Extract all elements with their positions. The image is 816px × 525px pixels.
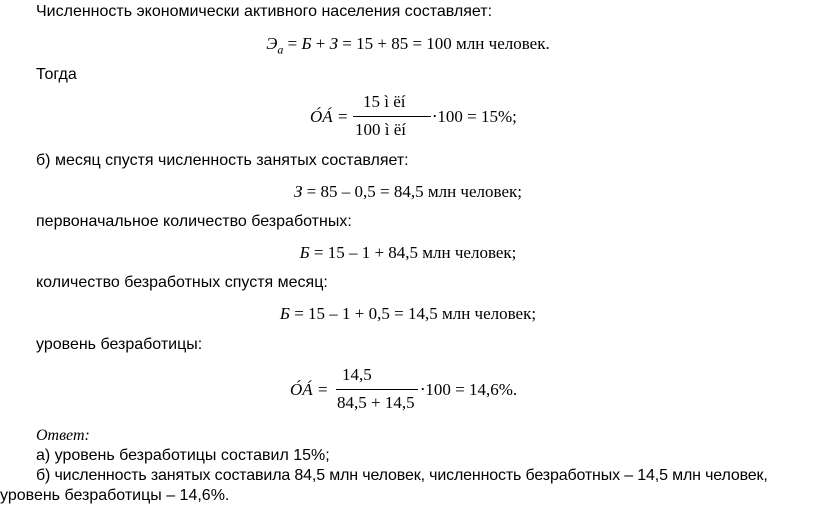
eq-plus: + — [311, 34, 330, 53]
eq-employed: З — [294, 182, 303, 201]
answer-heading: Ответ: — [36, 427, 90, 444]
formula-numerator: 14,5 — [342, 365, 372, 384]
formula-equals: = — [338, 107, 348, 126]
section-b-line: б) месяц спустя численность занятых составляет: — [36, 152, 409, 169]
eq-employed: З — [329, 34, 339, 53]
unemployment-rate-line: уровень безработицы: — [36, 336, 203, 353]
formula-numerator: 15 ì ëí — [363, 92, 406, 111]
formula-tail: ⋅100 = 14,6%. — [420, 380, 518, 399]
then-label: Тогда — [36, 66, 77, 83]
formula-denominator: 100 ì ëí — [355, 120, 406, 139]
formula-denominator: 84,5 + 14,5 — [337, 393, 415, 412]
answer-b: б) численность занятых составила 84,5 млн человек, численность безработных – 14,5 млн человек, — [36, 467, 768, 484]
eq-subscript: а — [277, 42, 284, 57]
eq-result: = 15 – 1 + 84,5 млн человек; — [309, 243, 517, 262]
fraction-bar — [353, 116, 431, 117]
formula-lhs: ÓÁ — [290, 380, 313, 399]
answer-a: а) уровень безработицы составил 15%; — [36, 447, 330, 464]
eq-symbol: Э — [266, 34, 278, 53]
initial-unemployed-line: первоначальное количество безработных: — [36, 213, 352, 230]
fraction-bar — [336, 389, 418, 390]
formula-equals: = — [318, 380, 328, 399]
answer-b-continued: уровень безработицы – 14,6%. — [0, 487, 230, 504]
intro-line: Численность экономически активного населения составляет: — [36, 3, 493, 20]
formula-unemployment-1 — [310, 92, 530, 144]
equation-labor-force — [0, 35, 816, 58]
formula-tail: ⋅100 = 15%; — [432, 107, 517, 126]
eq-unemployed: Б — [279, 304, 290, 323]
equation-unemployed-after-month — [0, 305, 816, 323]
formula-lhs: ÓÁ — [310, 107, 333, 126]
equation-employed — [0, 183, 816, 201]
unemployed-after-month-line: количество безработных спустя месяц: — [36, 274, 328, 291]
eq-unemployed: Б — [299, 243, 310, 262]
formula-unemployment-2 — [290, 365, 540, 417]
eq-result: = 85 – 0,5 = 84,5 млн человек; — [302, 182, 522, 201]
eq-result: = 15 – 1 + 0,5 = 14,5 млн человек; — [289, 304, 537, 323]
equation-initial-unemployed — [0, 244, 816, 262]
eq-part: = — [283, 34, 302, 53]
eq-unemployed: Б — [301, 34, 312, 53]
eq-result: = 15 + 85 = 100 млн человек. — [338, 34, 550, 53]
